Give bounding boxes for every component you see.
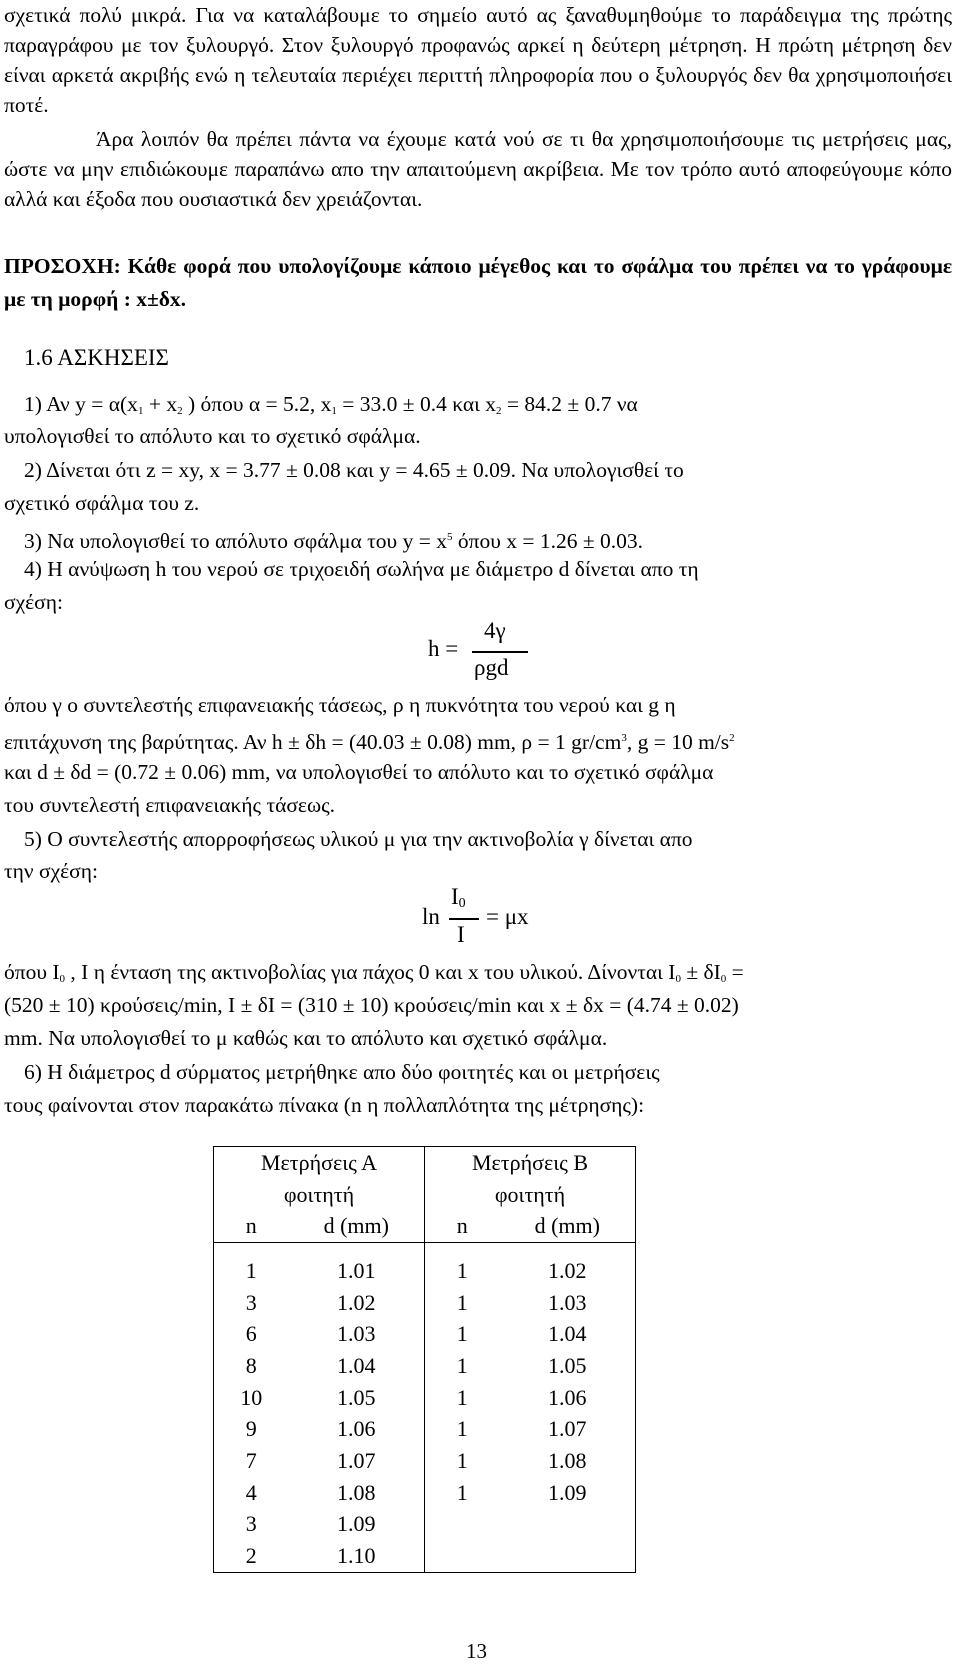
exercise-5-line-2: την σχέση: [4, 859, 98, 883]
exercise-1-line-1: 1) Αν $y = \alpha(x_1 + x_2$ ) όπου α = 5.2, $x_1 = 33.0 \pm 0.4$ και $x_2 = 84.2 \pm 0.7$ να [24, 392, 638, 417]
exercise-4-line-3: όπου γ ο συντελεστής επιφανειακής τάσεως, ρ η πυκνότητα του νερού και g η [4, 693, 676, 717]
student-b-header-2: φοιτητή [425, 1179, 636, 1211]
equation-h-fraction-bar [472, 651, 528, 653]
table-row: 3 1.02 1 1.03 [214, 1287, 636, 1319]
equation-h-numerator: 4γ [484, 618, 506, 643]
intro-paragraph-2: Άρα λοιπόν θα πρέπει πάντα να έχουμε κατά νού σε τι θα χρησιμοποιήσουμε τις μετρήσεις μας, ώστε να μην επιδιώκουμε παραπάνω απο την απαιτούμενη ακρίβεια. Με τον τρόπο αυτό αποφεύγουμε κόπο αλλά και έξοδα που ουσιαστικά δεν χρειάζονται. [4, 127, 952, 211]
exercise-2-line-2: σχετικό σφάλμα του z. [4, 491, 200, 515]
exercise-1-line-2: υπολογισθεί το απόλυτο και το σχετικό σφάλμα. [4, 424, 421, 448]
exercise-6-line-1: 6) Η διάμετρος d σύρματος μετρήθηκε απο δύο φοιτητές και οι μετρήσεις [24, 1060, 660, 1084]
exercise-4-line-6: του συντελεστή επιφανειακής τάσεως. [4, 793, 336, 817]
exercise-4-line-2: σχέση: [4, 590, 63, 614]
table-row: 3 1.09 [214, 1509, 636, 1541]
table-row: 6 1.03 1 1.04 [214, 1318, 636, 1350]
equation-mu-fraction-bar [449, 918, 479, 920]
table-row: 1 1.01 1 1.02 [214, 1255, 636, 1287]
equation-ln: ln [422, 904, 440, 929]
intro-paragraph-1: σχετικά πολύ μικρά. Για να καταλάβουμε το σημείο αυτό ας ξαναθυμηθούμε το παράδειγμα της πρώτης παραγράφου με τον ξυλουργό. Στον ξυλουργό προφανώς αρκεί η δεύτερη μέτρηση. Η πρώτη μέτρηση δεν είναι αρκετά ακριβής ενώ η τελευταία περιέχει περιττή πληροφορία που ο ξυλουργός δεν θα χρησιμοποιήσει ποτέ. [4, 3, 952, 117]
measurements-table [213, 1146, 636, 1573]
equation-mu-numerator: $I_0$ [451, 884, 466, 911]
exercise-5-line-1: 5) Ο συντελεστής απορροφήσεως υλικού μ για την ακτινοβολία γ δίνεται απο [24, 827, 693, 851]
table-row: 10 1.05 1 1.06 [214, 1382, 636, 1414]
table-column-header-row [214, 1210, 636, 1242]
col-n-a: n [214, 1210, 289, 1242]
student-a-header-2: φοιτητή [214, 1179, 425, 1211]
section-title: 1.6 ΑΣΚΗΣΕΙΣ [24, 345, 169, 370]
col-d-b: d (mm) [500, 1210, 636, 1242]
table-header-row [214, 1179, 636, 1211]
exercise-4-line-4: επιτάχυνση της βαρύτητας. Αν h ± δh = (40.03 ± 0.08) mm, ρ = 1 $gr/cm^3$, g = 10 $m/s^2$ [4, 730, 735, 754]
table-row: 7 1.07 1 1.08 [214, 1445, 636, 1477]
equation-h-denominator: ρgd [474, 655, 509, 680]
exercise-4-line-5: και d ± δd = (0.72 ± 0.06) mm, να υπολογισθεί το απόλυτο και το σχετικό σφάλμα [4, 760, 714, 784]
exercise-5-line-5: mm. Να υπολογισθεί το μ καθώς και το απόλυτο και σχετικό σφάλμα. [4, 1026, 608, 1050]
exercise-3-line: 3) Να υπολογισθεί το απόλυτο σφάλμα του $y = x^5$ όπου x = 1.26 ± 0.03. [24, 529, 644, 553]
equation-mu-denominator: I [457, 922, 465, 947]
equation-h-lhs: h = [428, 636, 459, 661]
table-row: 9 1.06 1 1.07 [214, 1414, 636, 1446]
table-header-row [214, 1147, 636, 1179]
table-row: 4 1.08 1 1.09 [214, 1477, 636, 1509]
exercise-6-line-2: τους φαίνονται στον παρακάτω πίνακα (n η πολλαπλότητα της μέτρησης): [4, 1093, 645, 1117]
table-spacer-row [214, 1243, 636, 1256]
student-b-header: Μετρήσεις Β [425, 1147, 636, 1179]
exercise-5-line-3: όπου $I_0$ , I η ένταση της ακτινοβολίας για πάχος 0 και x του υλικού. Δίνονται $I_0 \pm \delta I_0$ = [4, 960, 744, 985]
exercise-5-line-4: (520 ± 10) κρούσεις/min, I ± δI = (310 ± 10) κρούσεις/min και x ± δx = (4.74 ± 0.02) [4, 993, 739, 1017]
exercise-4-line-1: 4) Η ανύψωση h του νερού σε τριχοειδή σωλήνα με διάμετρο d δίνεται απο τη [24, 557, 699, 581]
exercise-2-line-1: 2) Δίνεται ότι z = xy, x = 3.77 ± 0.08 και y = 4.65 ± 0.09. Να υπολογισθεί το [24, 458, 684, 482]
col-d-a: d (mm) [289, 1210, 425, 1242]
table-row: 8 1.04 1 1.05 [214, 1350, 636, 1382]
page-number: 13 [466, 1639, 487, 1663]
table-row: 2 1.10 [214, 1540, 636, 1572]
col-n-b: n [425, 1210, 500, 1242]
equation-mu-rhs: = μx [486, 904, 529, 929]
warning-paragraph: ΠΡΟΣΟΧΗ: Κάθε φορά που υπολογίζουμε κάποιο μέγεθος και το σφάλμα του πρέπει να το γράφουμε με τη μορφή : x±δx. [4, 254, 952, 311]
student-a-header: Μετρήσεις Α [214, 1147, 425, 1179]
